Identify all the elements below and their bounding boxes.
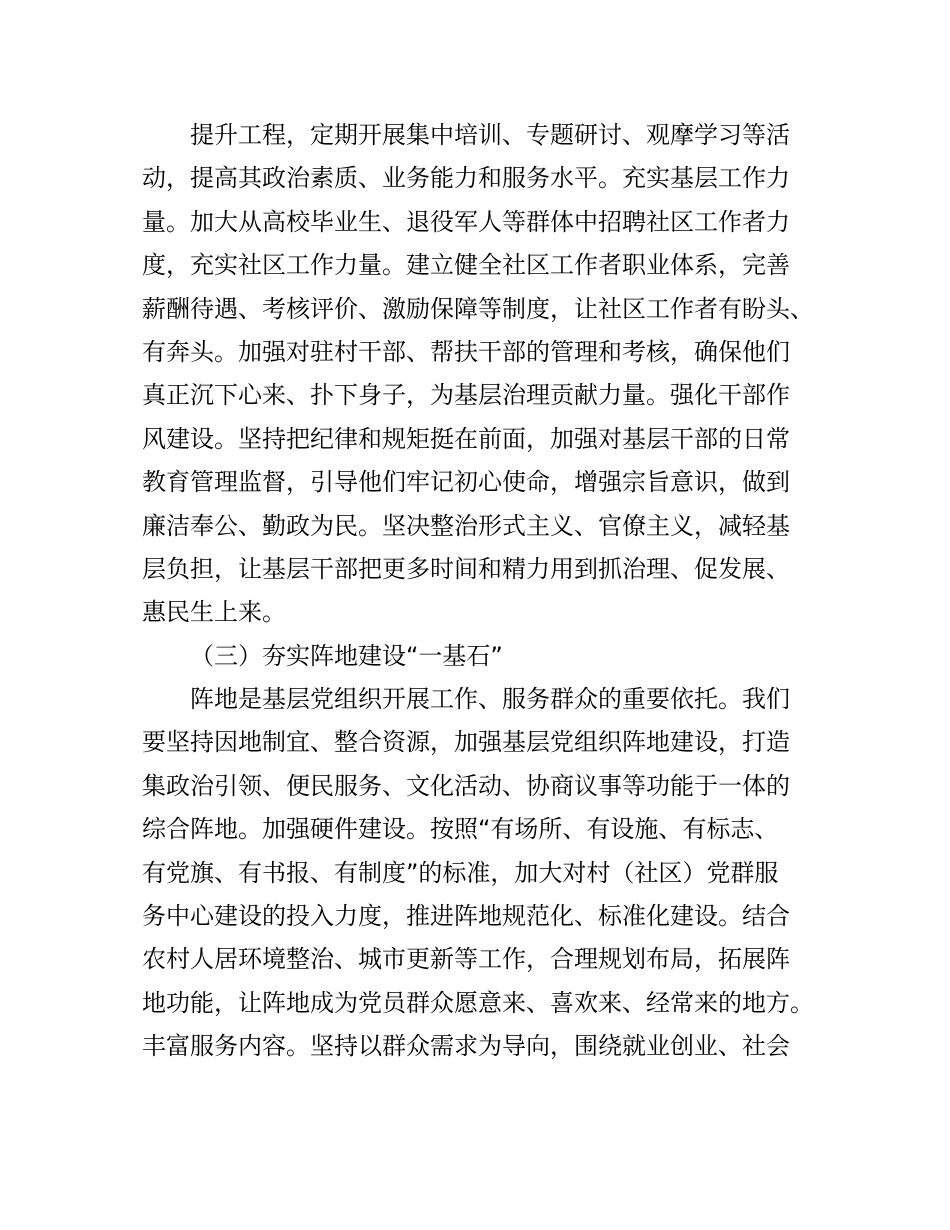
paragraph-line: 风建设。坚持把纪律和规矩挺在前面，加强对基层干部的日常: [142, 424, 790, 453]
paragraph-line: 教育管理监督，引导他们牢记初心使命，增强宗旨意识，做到: [142, 468, 790, 497]
paragraph-line: 真正沉下心来、扑下身子，为基层治理贡献力量。强化干部作: [142, 381, 790, 410]
paragraph-line: 有党旗、有书报、有制度”的标准，加大对村（社区）党群服: [142, 858, 779, 887]
paragraph-line: 薪酬待遇、考核评价、激励保障等制度，让社区工作者有盼头、: [142, 294, 814, 323]
paragraph-line: 动，提高其政治素质、业务能力和服务水平。充实基层工作力: [142, 164, 790, 193]
paragraph-line: 务中心建设的投入力度，推进阵地规范化、标准化建设。结合: [142, 902, 790, 931]
paragraph-line: 农村人居环境整治、城市更新等工作，合理规划布局，拓展阵: [142, 945, 790, 974]
paragraph-line: 有奔头。加强对驻村干部、帮扶干部的管理和考核，确保他们: [142, 337, 790, 366]
paragraph-line: 提升工程，定期开展集中培训、专题研讨、观摩学习等活: [190, 121, 790, 149]
document-body: [142, 114, 832, 1069]
paragraph-line: 廉洁奉公、勤政为民。坚决整治形式主义、官僚主义，减轻基: [142, 511, 790, 540]
paragraph-line: 集政治引领、便民服务、文化活动、协商议事等功能于一体的: [142, 771, 790, 800]
paragraph-line: 度，充实社区工作力量。建立健全社区工作者职业体系，完善: [142, 251, 790, 280]
paragraph-line: 阵地是基层党组织开展工作、服务群众的重要依托。我们: [190, 685, 790, 714]
paragraph-line: 地功能，让阵地成为党员群众愿意来、喜欢来、经常来的地方。: [142, 988, 814, 1017]
paragraph-line: 惠民生上来。: [142, 598, 286, 627]
paragraph-line: 量。加大从高校毕业生、退役军人等群体中招聘社区工作者力: [142, 207, 790, 236]
section-heading: （三）夯实阵地建设“一基石”: [190, 641, 503, 670]
paragraph-line: 综合阵地。加强硬件建设。按照“有场所、有设施、有标志、: [142, 815, 779, 844]
paragraph-line: 层负担，让基层干部把更多时间和精力用到抓治理、促发展、: [142, 554, 790, 583]
paragraph-line: 要坚持因地制宜、整合资源，加强基层党组织阵地建设，打造: [142, 728, 790, 757]
paragraph-line: 丰富服务内容。坚持以群众需求为导向，围绕就业创业、社会: [142, 1032, 790, 1061]
